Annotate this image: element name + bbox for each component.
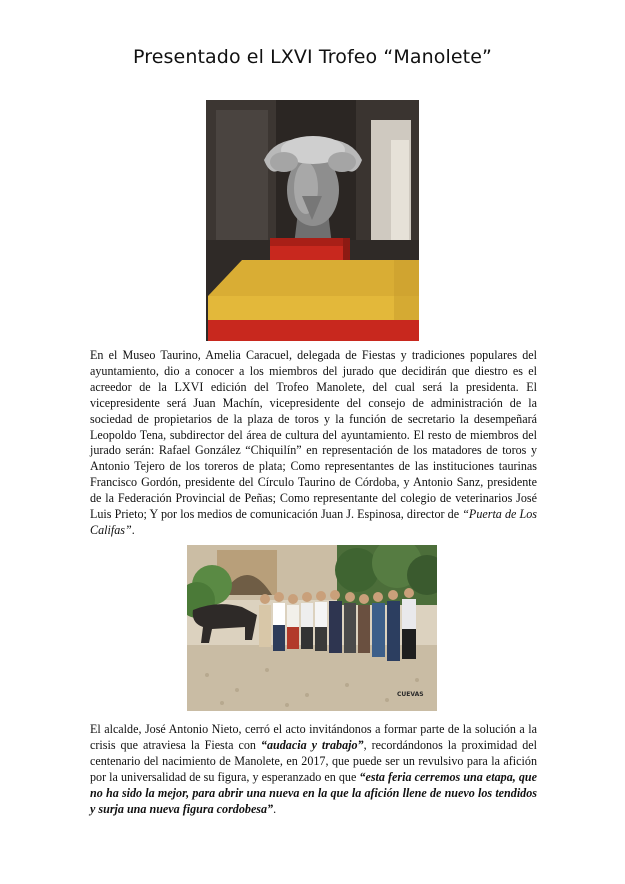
paragraph-mayor-text2: , recordándonos la proximidad del centenario del nacimiento de Manolete, en 2017, que puede ser un revulsivo para la afición por la universalidad de su figura, y esperanzado en que bbox=[90, 737, 538, 784]
paragraph-jury-end: . bbox=[131, 522, 135, 537]
publication-name: “Puerta de Los Califas” bbox=[90, 507, 537, 537]
group-photo-image bbox=[187, 545, 437, 711]
paragraph-mayor-end: . bbox=[273, 801, 277, 816]
trophy-bust-image bbox=[206, 100, 419, 341]
jury-group-photo bbox=[187, 545, 437, 711]
paragraph-jury-text: En el Museo Taurino, Amelia Caracuel, delegada de Fiestas y tradiciones populares del ayuntamiento, dio a conocer a los miembros del jurado que decidirán que diestro es el acreedor de la LXVI edición del Trofeo Manolete, del cual será la presidenta. El vicepresidente será Juan Machín, vicepresidente del consejo de administración de la sociedad de propietarios de la plaza de toros y la función de secretario la desempeñará Leopoldo Tena, subdirector del área de cultura del ayuntamiento. El resto de miembros del jurado serán: Rafael González “Chiquilín” en representación de los matadores de toros y Antonio Tejero de los toreros de plata; Como representantes de las instituciones taurinas Francisco Gordón, presidente del Círculo Taurino de Córdoba, y Antonio Sanz, presidente de la Federación Provincial de Peñas; Como representante del colegio de veterinarios José Luis Prieto; Y por los medios de comunicación Juan J. Espinosa, director de bbox=[90, 348, 537, 522]
paragraph-mayor-text1: El alcalde, José Antonio Nieto, cerró el acto invitándonos a formar parte de la solución a la crisis que atraviesa la Fiesta con bbox=[90, 722, 537, 752]
paragraph-mayor bbox=[90, 722, 537, 817]
photo-watermark: CUEVAS bbox=[397, 691, 424, 698]
paragraph-jury bbox=[90, 348, 537, 539]
article-title: Presentado el LXVI Trofeo “Manolete” bbox=[133, 46, 492, 68]
trophy-photo bbox=[206, 100, 419, 341]
quote-feria: “esta feria cerremos una etapa, que no ha sido la mejor, para abrir una nueva en la que la afición llene de nuevo los tendidos y surja una nueva figura cordobesa” bbox=[90, 769, 537, 816]
quote-audacia: “audacia y trabajo” bbox=[260, 737, 364, 752]
